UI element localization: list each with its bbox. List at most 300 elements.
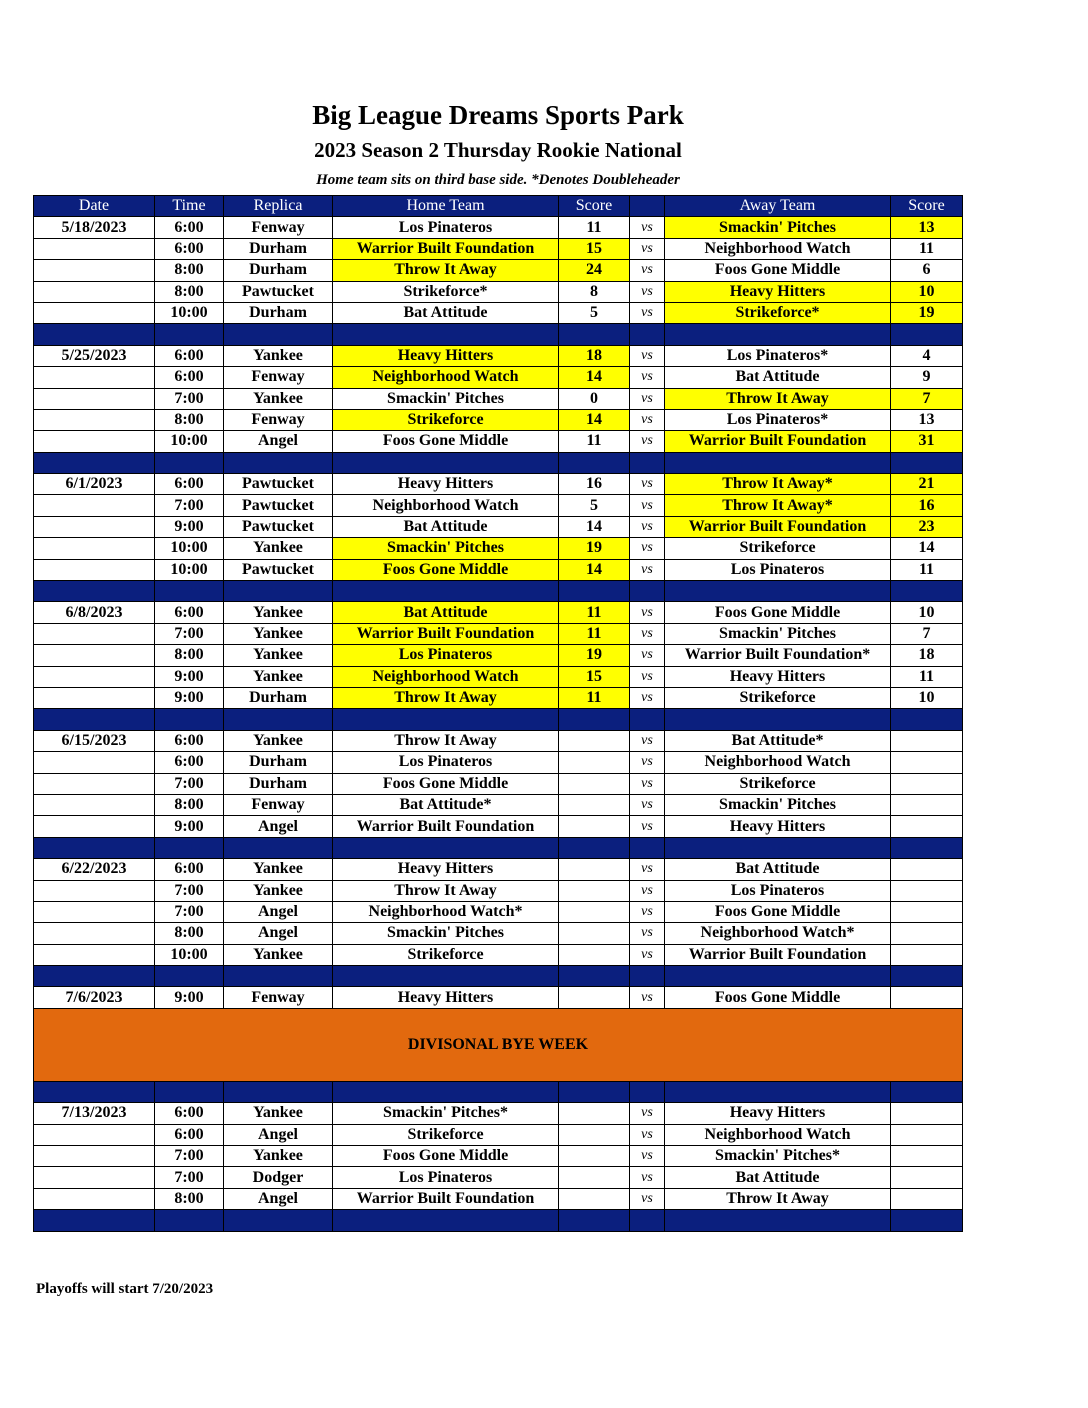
time-cell: 8:00 <box>155 281 224 302</box>
away-team-cell: Heavy Hitters <box>665 816 891 837</box>
away-team-cell: Throw It Away* <box>665 474 891 495</box>
separator-cell <box>665 1081 891 1102</box>
home-team-cell: Warrior Built Foundation <box>333 1188 559 1209</box>
header-replica: Replica <box>224 196 333 217</box>
separator-cell <box>155 1210 224 1231</box>
home-score-cell: 18 <box>559 345 630 366</box>
away-team-cell: Strikeforce* <box>665 302 891 323</box>
vs-cell: vs <box>630 1124 665 1145</box>
replica-field-cell: Pawtucket <box>224 495 333 516</box>
vs-cell: vs <box>630 302 665 323</box>
replica-field-cell: Pawtucket <box>224 516 333 537</box>
away-team-cell: Warrior Built Foundation* <box>665 645 891 666</box>
game-row <box>34 602 963 623</box>
schedule-table <box>33 195 963 1232</box>
game-row <box>34 1188 963 1209</box>
separator-cell <box>155 324 224 345</box>
away-score-cell: 7 <box>891 388 963 409</box>
bye-week-label: DIVISONAL BYE WEEK <box>34 1008 963 1081</box>
home-score-cell <box>559 1188 630 1209</box>
date-cell <box>34 623 155 644</box>
home-score-cell: 14 <box>559 516 630 537</box>
date-cell: 5/18/2023 <box>34 217 155 238</box>
away-score-cell: 11 <box>891 666 963 687</box>
time-cell: 9:00 <box>155 516 224 537</box>
game-row <box>34 987 963 1008</box>
vs-cell: vs <box>630 794 665 815</box>
away-score-cell <box>891 1103 963 1124</box>
replica-field-cell: Durham <box>224 752 333 773</box>
home-score-cell <box>559 1103 630 1124</box>
game-row <box>34 367 963 388</box>
away-team-cell: Bat Attitude <box>665 1167 891 1188</box>
week-separator-row <box>34 837 963 858</box>
date-cell <box>34 880 155 901</box>
home-team-cell: Throw It Away <box>333 730 559 751</box>
replica-field-cell: Angel <box>224 901 333 922</box>
date-cell: 7/6/2023 <box>34 987 155 1008</box>
away-score-cell: 13 <box>891 217 963 238</box>
separator-cell <box>34 324 155 345</box>
separator-cell <box>891 709 963 730</box>
time-cell: 6:00 <box>155 752 224 773</box>
date-cell <box>34 302 155 323</box>
vs-cell: vs <box>630 516 665 537</box>
separator-cell <box>155 452 224 473</box>
game-row <box>34 645 963 666</box>
home-team-cell: Foos Gone Middle <box>333 773 559 794</box>
separator-cell <box>630 452 665 473</box>
away-score-cell: 10 <box>891 281 963 302</box>
replica-field-cell: Yankee <box>224 666 333 687</box>
vs-cell: vs <box>630 923 665 944</box>
away-score-cell: 6 <box>891 260 963 281</box>
header-home-score: Score <box>559 196 630 217</box>
separator-cell <box>891 1081 963 1102</box>
time-cell: 6:00 <box>155 474 224 495</box>
time-cell: 7:00 <box>155 901 224 922</box>
away-score-cell <box>891 944 963 965</box>
away-score-cell <box>891 859 963 880</box>
week-separator-row <box>34 324 963 345</box>
vs-cell: vs <box>630 687 665 708</box>
home-team-cell: Heavy Hitters <box>333 987 559 1008</box>
date-cell: 6/8/2023 <box>34 602 155 623</box>
home-team-cell: Throw It Away <box>333 687 559 708</box>
separator-cell <box>665 581 891 602</box>
home-score-cell <box>559 1167 630 1188</box>
home-score-cell <box>559 859 630 880</box>
separator-cell <box>559 709 630 730</box>
away-score-cell: 11 <box>891 238 963 259</box>
vs-cell: vs <box>630 752 665 773</box>
vs-cell: vs <box>630 623 665 644</box>
date-cell <box>34 816 155 837</box>
away-team-cell: Foos Gone Middle <box>665 987 891 1008</box>
vs-cell: vs <box>630 217 665 238</box>
separator-cell <box>333 837 559 858</box>
separator-cell <box>155 837 224 858</box>
home-score-cell: 11 <box>559 623 630 644</box>
week-separator-row <box>34 709 963 730</box>
separator-cell <box>665 966 891 987</box>
vs-cell: vs <box>630 1167 665 1188</box>
time-cell: 6:00 <box>155 367 224 388</box>
home-team-cell: Strikeforce <box>333 1124 559 1145</box>
away-team-cell: Los Pinateros <box>665 880 891 901</box>
date-cell <box>34 1188 155 1209</box>
away-score-cell <box>891 752 963 773</box>
time-cell: 9:00 <box>155 987 224 1008</box>
header-away-score: Score <box>891 196 963 217</box>
week-separator-row <box>34 581 963 602</box>
away-team-cell: Smackin' Pitches <box>665 623 891 644</box>
home-team-cell: Strikeforce <box>333 409 559 430</box>
replica-field-cell: Pawtucket <box>224 474 333 495</box>
away-score-cell: 4 <box>891 345 963 366</box>
home-team-cell: Foos Gone Middle <box>333 559 559 580</box>
date-cell: 6/1/2023 <box>34 474 155 495</box>
vs-cell: vs <box>630 944 665 965</box>
away-team-cell: Neighborhood Watch <box>665 238 891 259</box>
replica-field-cell: Durham <box>224 302 333 323</box>
separator-cell <box>224 581 333 602</box>
vs-cell: vs <box>630 559 665 580</box>
vs-cell: vs <box>630 602 665 623</box>
home-score-cell: 15 <box>559 666 630 687</box>
away-score-cell: 13 <box>891 409 963 430</box>
game-row <box>34 217 963 238</box>
separator-cell <box>630 837 665 858</box>
game-row <box>34 474 963 495</box>
vs-cell: vs <box>630 773 665 794</box>
separator-cell <box>891 452 963 473</box>
away-team-cell: Smackin' Pitches <box>665 794 891 815</box>
vs-cell: vs <box>630 367 665 388</box>
date-cell <box>34 687 155 708</box>
header-away-team: Away Team <box>665 196 891 217</box>
home-score-cell: 19 <box>559 538 630 559</box>
separator-cell <box>224 452 333 473</box>
game-row <box>34 409 963 430</box>
vs-cell: vs <box>630 281 665 302</box>
separator-cell <box>155 709 224 730</box>
time-cell: 7:00 <box>155 1146 224 1167</box>
away-score-cell: 9 <box>891 367 963 388</box>
separator-cell <box>559 966 630 987</box>
separator-cell <box>34 581 155 602</box>
replica-field-cell: Angel <box>224 816 333 837</box>
replica-field-cell: Angel <box>224 1124 333 1145</box>
playoffs-note: Playoffs will start 7/20/2023 <box>36 1281 214 1297</box>
replica-field-cell: Angel <box>224 431 333 452</box>
separator-cell <box>333 1081 559 1102</box>
home-score-cell: 14 <box>559 367 630 388</box>
separator-cell <box>155 1081 224 1102</box>
replica-field-cell: Yankee <box>224 730 333 751</box>
replica-field-cell: Pawtucket <box>224 559 333 580</box>
week-separator-row <box>34 1210 963 1231</box>
date-cell <box>34 409 155 430</box>
away-team-cell: Bat Attitude <box>665 859 891 880</box>
away-team-cell: Los Pinateros* <box>665 345 891 366</box>
home-team-cell: Bat Attitude <box>333 302 559 323</box>
time-cell: 6:00 <box>155 730 224 751</box>
home-score-cell: 14 <box>559 409 630 430</box>
time-cell: 10:00 <box>155 559 224 580</box>
vs-cell: vs <box>630 345 665 366</box>
date-cell <box>34 645 155 666</box>
vs-cell: vs <box>630 730 665 751</box>
away-team-cell: Neighborhood Watch <box>665 752 891 773</box>
game-row <box>34 281 963 302</box>
away-score-cell: 19 <box>891 302 963 323</box>
game-row <box>34 1103 963 1124</box>
home-team-cell: Bat Attitude* <box>333 794 559 815</box>
away-team-cell: Smackin' Pitches* <box>665 1146 891 1167</box>
time-cell: 10:00 <box>155 302 224 323</box>
away-score-cell <box>891 730 963 751</box>
away-team-cell: Neighborhood Watch* <box>665 923 891 944</box>
replica-field-cell: Yankee <box>224 388 333 409</box>
date-cell <box>34 794 155 815</box>
time-cell: 7:00 <box>155 388 224 409</box>
replica-field-cell: Fenway <box>224 409 333 430</box>
page-title: Big League Dreams Sports Park <box>312 100 684 130</box>
bye-week-row <box>34 1008 963 1081</box>
home-team-cell: Neighborhood Watch <box>333 495 559 516</box>
home-team-cell: Bat Attitude <box>333 516 559 537</box>
date-cell <box>34 281 155 302</box>
time-cell: 7:00 <box>155 773 224 794</box>
home-team-cell: Neighborhood Watch* <box>333 901 559 922</box>
game-row <box>34 559 963 580</box>
away-score-cell <box>891 1124 963 1145</box>
away-team-cell: Strikeforce <box>665 687 891 708</box>
home-score-cell: 16 <box>559 474 630 495</box>
replica-field-cell: Pawtucket <box>224 281 333 302</box>
game-row <box>34 944 963 965</box>
game-row <box>34 1146 963 1167</box>
vs-cell: vs <box>630 1188 665 1209</box>
date-cell <box>34 1124 155 1145</box>
home-team-cell: Throw It Away <box>333 880 559 901</box>
away-team-cell: Neighborhood Watch <box>665 1124 891 1145</box>
separator-cell <box>559 837 630 858</box>
game-row <box>34 794 963 815</box>
home-team-cell: Neighborhood Watch <box>333 367 559 388</box>
separator-cell <box>891 966 963 987</box>
time-cell: 8:00 <box>155 794 224 815</box>
home-score-cell <box>559 944 630 965</box>
away-team-cell: Foos Gone Middle <box>665 901 891 922</box>
away-score-cell <box>891 901 963 922</box>
home-team-cell: Warrior Built Foundation <box>333 238 559 259</box>
separator-cell <box>630 581 665 602</box>
time-cell: 9:00 <box>155 687 224 708</box>
page-subtitle: 2023 Season 2 Thursday Rookie National <box>314 138 682 162</box>
time-cell: 6:00 <box>155 217 224 238</box>
home-team-cell: Los Pinateros <box>333 217 559 238</box>
week-separator-row <box>34 1081 963 1102</box>
time-cell: 8:00 <box>155 1188 224 1209</box>
time-cell: 10:00 <box>155 944 224 965</box>
home-score-cell <box>559 901 630 922</box>
home-score-cell: 11 <box>559 431 630 452</box>
game-row <box>34 538 963 559</box>
time-cell: 6:00 <box>155 1124 224 1145</box>
home-score-cell <box>559 773 630 794</box>
away-team-cell: Bat Attitude <box>665 367 891 388</box>
away-team-cell: Strikeforce <box>665 773 891 794</box>
vs-cell: vs <box>630 495 665 516</box>
home-score-cell <box>559 1124 630 1145</box>
date-cell <box>34 559 155 580</box>
date-cell <box>34 516 155 537</box>
separator-cell <box>891 324 963 345</box>
separator-cell <box>224 709 333 730</box>
away-team-cell: Foos Gone Middle <box>665 260 891 281</box>
home-score-cell <box>559 880 630 901</box>
separator-cell <box>891 837 963 858</box>
replica-field-cell: Fenway <box>224 217 333 238</box>
header-home-team: Home Team <box>333 196 559 217</box>
replica-field-cell: Durham <box>224 260 333 281</box>
away-team-cell: Throw It Away <box>665 1188 891 1209</box>
vs-cell: vs <box>630 859 665 880</box>
time-cell: 6:00 <box>155 602 224 623</box>
game-row <box>34 666 963 687</box>
time-cell: 8:00 <box>155 645 224 666</box>
home-score-cell: 24 <box>559 260 630 281</box>
date-cell <box>34 495 155 516</box>
away-team-cell: Los Pinateros <box>665 559 891 580</box>
time-cell: 6:00 <box>155 345 224 366</box>
away-team-cell: Los Pinateros* <box>665 409 891 430</box>
date-cell <box>34 901 155 922</box>
separator-cell <box>155 966 224 987</box>
home-team-cell: Strikeforce* <box>333 281 559 302</box>
separator-cell <box>155 581 224 602</box>
separator-cell <box>630 966 665 987</box>
home-score-cell <box>559 752 630 773</box>
home-team-cell: Smackin' Pitches <box>333 388 559 409</box>
replica-field-cell: Durham <box>224 773 333 794</box>
separator-cell <box>34 452 155 473</box>
away-team-cell: Heavy Hitters <box>665 1103 891 1124</box>
replica-field-cell: Yankee <box>224 1146 333 1167</box>
away-score-cell: 7 <box>891 623 963 644</box>
home-team-cell: Heavy Hitters <box>333 859 559 880</box>
vs-cell: vs <box>630 901 665 922</box>
away-team-cell: Bat Attitude* <box>665 730 891 751</box>
home-score-cell: 11 <box>559 602 630 623</box>
game-row <box>34 880 963 901</box>
game-row <box>34 495 963 516</box>
home-team-cell: Heavy Hitters <box>333 474 559 495</box>
time-cell: 8:00 <box>155 409 224 430</box>
separator-cell <box>665 1210 891 1231</box>
time-cell: 6:00 <box>155 859 224 880</box>
replica-field-cell: Yankee <box>224 623 333 644</box>
separator-cell <box>559 581 630 602</box>
replica-field-cell: Durham <box>224 687 333 708</box>
replica-field-cell: Yankee <box>224 345 333 366</box>
time-cell: 7:00 <box>155 623 224 644</box>
game-row <box>34 687 963 708</box>
away-team-cell: Smackin' Pitches <box>665 217 891 238</box>
date-cell: 6/15/2023 <box>34 730 155 751</box>
home-team-cell: Throw It Away <box>333 260 559 281</box>
replica-field-cell: Yankee <box>224 859 333 880</box>
schedule-note: Home team sits on third base side. *Denotes Doubleheader <box>316 172 680 188</box>
home-score-cell <box>559 923 630 944</box>
time-cell: 9:00 <box>155 816 224 837</box>
separator-cell <box>333 581 559 602</box>
separator-cell <box>34 966 155 987</box>
separator-cell <box>665 837 891 858</box>
vs-cell: vs <box>630 666 665 687</box>
away-score-cell: 10 <box>891 687 963 708</box>
away-score-cell <box>891 987 963 1008</box>
game-row <box>34 238 963 259</box>
vs-cell: vs <box>630 816 665 837</box>
date-cell <box>34 367 155 388</box>
vs-cell: vs <box>630 409 665 430</box>
game-row <box>34 1167 963 1188</box>
home-score-cell: 19 <box>559 645 630 666</box>
away-score-cell <box>891 773 963 794</box>
separator-cell <box>630 324 665 345</box>
vs-cell: vs <box>630 538 665 559</box>
separator-cell <box>559 324 630 345</box>
home-score-cell <box>559 987 630 1008</box>
separator-cell <box>333 324 559 345</box>
separator-cell <box>34 1210 155 1231</box>
separator-cell <box>630 1210 665 1231</box>
date-cell: 7/13/2023 <box>34 1103 155 1124</box>
away-team-cell: Throw It Away <box>665 388 891 409</box>
time-cell: 6:00 <box>155 1103 224 1124</box>
game-row <box>34 816 963 837</box>
separator-cell <box>34 709 155 730</box>
date-cell <box>34 431 155 452</box>
away-team-cell: Warrior Built Foundation <box>665 944 891 965</box>
time-cell: 8:00 <box>155 923 224 944</box>
time-cell: 7:00 <box>155 495 224 516</box>
date-cell <box>34 923 155 944</box>
week-separator-row <box>34 966 963 987</box>
separator-cell <box>559 1081 630 1102</box>
vs-cell: vs <box>630 645 665 666</box>
away-score-cell: 18 <box>891 645 963 666</box>
replica-field-cell: Yankee <box>224 602 333 623</box>
game-row <box>34 431 963 452</box>
replica-field-cell: Durham <box>224 238 333 259</box>
home-score-cell <box>559 730 630 751</box>
date-cell <box>34 538 155 559</box>
time-cell: 7:00 <box>155 880 224 901</box>
vs-cell: vs <box>630 260 665 281</box>
date-cell: 5/25/2023 <box>34 345 155 366</box>
game-row <box>34 752 963 773</box>
home-score-cell: 11 <box>559 217 630 238</box>
home-score-cell <box>559 1146 630 1167</box>
separator-cell <box>224 966 333 987</box>
away-score-cell <box>891 794 963 815</box>
separator-cell <box>559 1210 630 1231</box>
home-team-cell: Los Pinateros <box>333 645 559 666</box>
